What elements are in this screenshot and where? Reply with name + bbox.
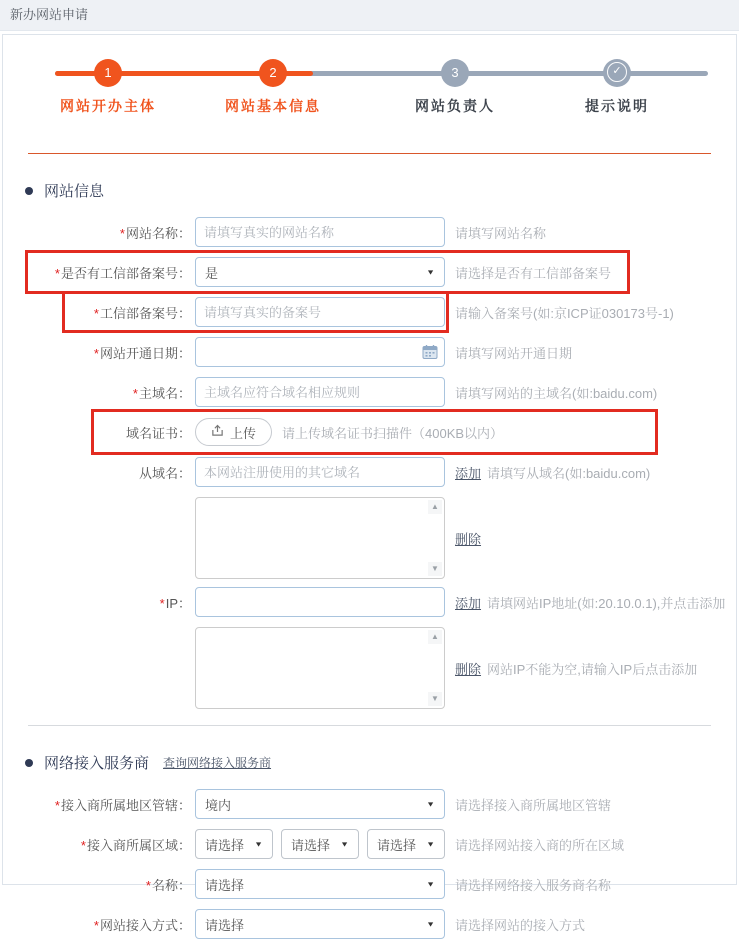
has-miit-hint: 请选择是否有工信部备案号 [455, 265, 612, 281]
website-info-form [3, 217, 736, 709]
required-mark: * [93, 345, 99, 361]
access-method-hint: 请选择网站的接入方式 [455, 917, 586, 933]
chevron-down-icon: ▼ [254, 840, 263, 848]
region-area-city-value: 请选择 [291, 837, 331, 853]
has-miit-select[interactable] [195, 257, 445, 287]
row-region-jurisdiction [3, 789, 736, 819]
row-has-miit-number [3, 257, 736, 287]
isp-name-value: 请选择 [205, 877, 245, 893]
upload-icon [211, 424, 224, 440]
page-title: 新办网站申请 [0, 0, 739, 31]
main-panel [2, 34, 737, 933]
miit-number-input[interactable] [195, 297, 445, 327]
isp-name-hint: 请选择网络接入服务商名称 [455, 877, 612, 893]
row-sub-domain-list [3, 497, 736, 579]
sub-domain-delete-link[interactable]: 删除 [455, 531, 482, 547]
chevron-down-icon: ▼ [426, 268, 435, 276]
section-title: 网站信息 [44, 183, 105, 200]
ip-listbox[interactable] [195, 627, 445, 709]
region-jurisdiction-label: *接入商所属地区管辖： [54, 797, 191, 813]
region-area-province-value: 请选择 [205, 837, 245, 853]
required-mark: * [54, 797, 60, 813]
main-domain-hint: 请填写网站的主域名(如:baidu.com) [455, 385, 658, 401]
site-name-label: *网站名称： [119, 225, 191, 241]
required-mark: * [93, 917, 99, 933]
section-title: 网络接入服务商 [44, 755, 150, 772]
domain-cert-label: 域名证书： [125, 425, 191, 441]
chevron-down-icon: ▼ [426, 880, 435, 888]
region-area-district-value: 请选择 [377, 837, 417, 853]
bullet-icon [25, 759, 33, 767]
step-website-manager[interactable] [385, 59, 525, 116]
query-isp-link[interactable]: 查询网络接入服务商 [163, 756, 272, 770]
required-mark: * [80, 837, 86, 853]
ip-delete-hint: 网站IP不能为空,请输入IP后点击添加 [487, 661, 698, 677]
row-access-method [3, 909, 736, 939]
chevron-down-icon: ▼ [340, 840, 349, 848]
row-domain-cert [3, 417, 736, 447]
section-website-info-header [25, 180, 736, 201]
region-area-select-city[interactable] [281, 829, 359, 859]
ip-delete-link[interactable]: 删除 [455, 661, 482, 677]
sub-domain-add-link[interactable]: 添加 [455, 465, 482, 481]
row-region-area [3, 829, 736, 859]
miit-number-hint: 请输入备案号(如:京ICP证030173号-1) [455, 305, 674, 321]
ip-input[interactable] [195, 587, 445, 617]
site-name-input[interactable] [195, 217, 445, 247]
access-method-label: *网站接入方式： [93, 917, 191, 933]
required-mark: * [54, 265, 60, 281]
step-notes[interactable] [547, 59, 687, 116]
region-area-label: *接入商所属区域： [80, 837, 191, 853]
site-name-hint: 请填写网站名称 [455, 225, 547, 241]
main-domain-label: *主域名： [132, 385, 191, 401]
has-miit-label: *是否有工信部备案号： [54, 265, 191, 281]
required-mark: * [159, 595, 165, 611]
sub-domain-listbox[interactable] [195, 497, 445, 579]
region-jurisdiction-hint: 请选择接入商所属地区管辖 [455, 797, 612, 813]
step-website-basic-info[interactable] [203, 59, 343, 116]
region-area-hint: 请选择网站接入商的所在区域 [455, 837, 625, 853]
step-label-3: 网站负责人 [415, 98, 495, 114]
ip-label: *IP： [159, 595, 191, 611]
region-area-select-district[interactable] [367, 829, 445, 859]
chevron-down-icon: ▼ [426, 800, 435, 808]
open-date-label: *网站开通日期： [93, 345, 191, 361]
region-area-select-province[interactable] [195, 829, 273, 859]
access-method-select[interactable] [195, 909, 445, 939]
open-date-input[interactable] [195, 337, 445, 367]
isp-name-label: *名称： [145, 877, 191, 893]
step-circle-4-check-icon: ✓ [603, 59, 631, 87]
row-isp-name [3, 869, 736, 899]
upload-button-label: 上传 [230, 425, 257, 441]
scroll-up-icon[interactable]: ▲ [428, 500, 442, 514]
region-jurisdiction-value: 境内 [205, 797, 232, 813]
row-ip-list [3, 627, 736, 709]
domain-cert-hint: 请上传域名证书扫描件（400KB以内） [282, 425, 504, 441]
sub-domain-input[interactable] [195, 457, 445, 487]
step-circle-3: 3 [441, 59, 469, 87]
open-date-field [195, 337, 445, 367]
has-miit-select-value: 是 [205, 265, 219, 281]
calendar-icon[interactable] [422, 344, 438, 360]
required-mark: * [145, 877, 151, 893]
required-mark: * [119, 225, 125, 241]
required-mark: * [93, 305, 99, 321]
ip-add-link[interactable]: 添加 [455, 595, 482, 611]
upload-button[interactable] [195, 418, 272, 446]
row-site-name [3, 217, 736, 247]
stepper [3, 49, 736, 135]
row-main-domain [3, 377, 736, 407]
scroll-down-icon[interactable]: ▼ [428, 562, 442, 576]
required-mark: * [132, 385, 138, 401]
step-circle-1: 1 [94, 59, 122, 87]
main-domain-input[interactable] [195, 377, 445, 407]
access-method-value: 请选择 [205, 917, 245, 933]
step-label-4: 提示说明 [585, 98, 649, 114]
ip-hint: 请填网站IP地址(如:20.10.0.1),并点击添加 [487, 595, 726, 611]
step-label-1: 网站开办主体 [60, 98, 156, 114]
row-open-date [3, 337, 736, 367]
row-sub-domain [3, 457, 736, 487]
step-circle-2: 2 [259, 59, 287, 87]
chevron-down-icon: ▼ [426, 920, 435, 928]
open-date-hint: 请填写网站开通日期 [455, 345, 573, 361]
sub-domain-label: 从域名： [138, 465, 191, 481]
miit-number-label: *工信部备案号： [93, 305, 191, 321]
row-ip [3, 587, 736, 617]
isp-name-select[interactable] [195, 869, 445, 899]
chevron-down-icon: ▼ [426, 840, 435, 848]
region-jurisdiction-select[interactable] [195, 789, 445, 819]
section-isp-header [25, 752, 736, 773]
step-website-subject[interactable] [38, 59, 178, 116]
section-divider [28, 725, 711, 726]
scroll-up-icon[interactable]: ▲ [428, 630, 442, 644]
isp-form [3, 789, 736, 939]
bullet-icon [25, 187, 33, 195]
sub-domain-hint: 请填写从域名(如:baidu.com) [487, 465, 651, 481]
step-label-2: 网站基本信息 [225, 98, 321, 114]
row-miit-number [3, 297, 736, 327]
scroll-down-icon[interactable]: ▼ [428, 692, 442, 706]
stepper-divider [28, 153, 711, 154]
